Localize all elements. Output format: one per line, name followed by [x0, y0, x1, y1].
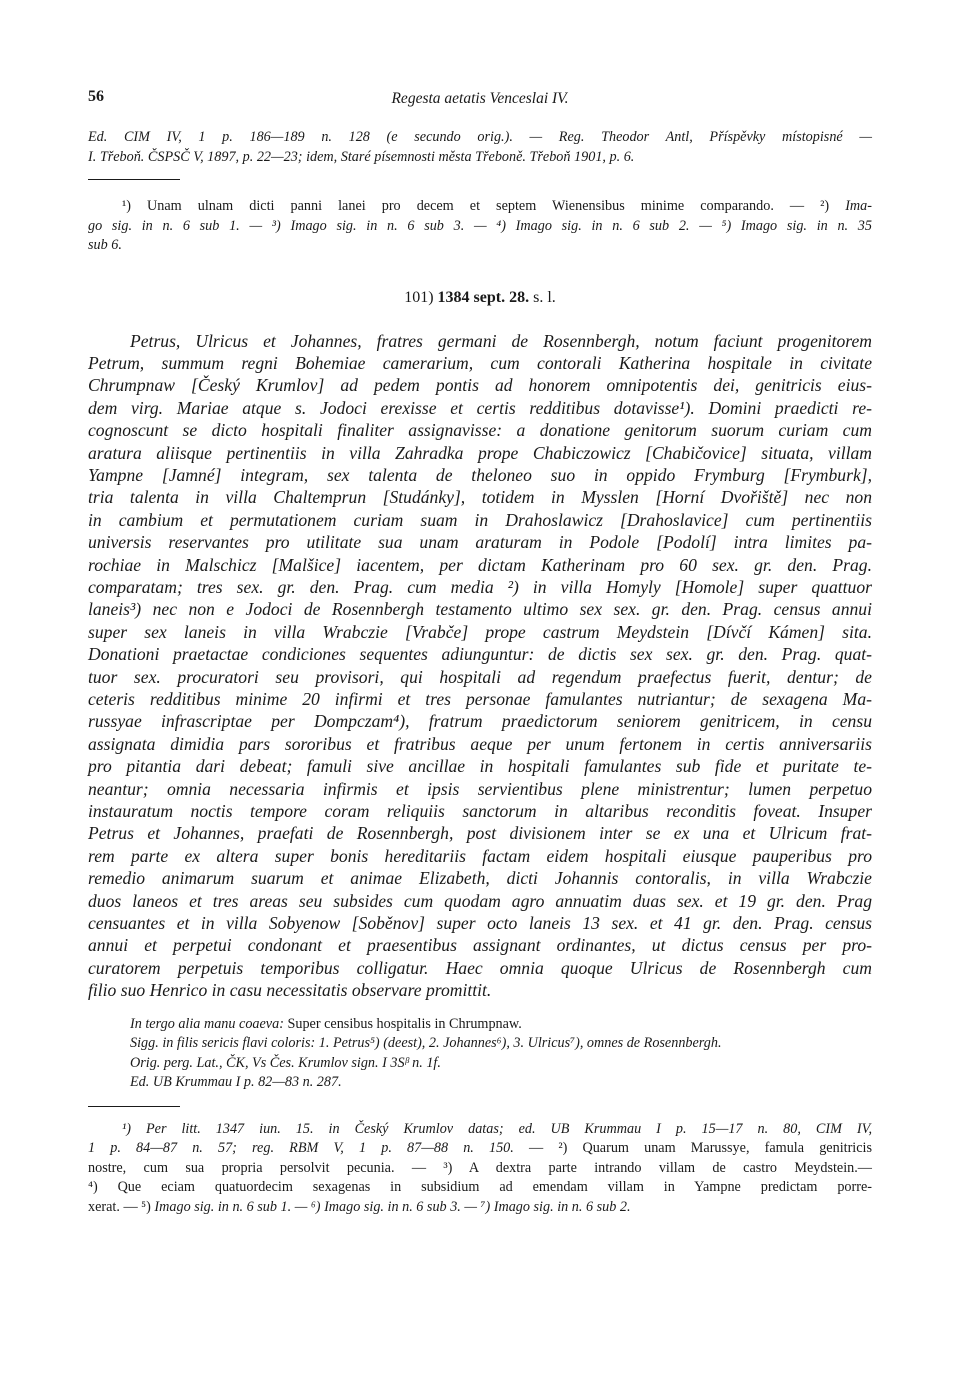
- footnote-line: [88, 197, 872, 217]
- footnote-line: nostre, cum sua propria persolvit pecunia. — ³) A dextra parte intrando villam de castro Meydstein.—: [88, 1159, 872, 1176]
- text-line: rem parte ex altera super bonis hereditariis factam eidem hospitali eiusque pauperibus pro: [88, 845, 872, 866]
- text-line: tuor sex. procuratori seu provisori, qui hospitali ad regendum praefectus fuerit, dentur; de: [88, 666, 872, 687]
- text-line: comparatam; tres sex. gr. den. Prag. cum media ²) in villa Homyly [Homole] super quattuor: [88, 576, 872, 597]
- footnote-divider: [88, 179, 180, 180]
- footnote-divider: [88, 1106, 180, 1107]
- text-line: laneis³) nec non e Jodoci de Rosennbergh testamento ultimo sex sex. gr. den. Prag. census annui: [88, 599, 872, 620]
- footnote-text: xerat. — ⁵): [88, 1198, 155, 1215]
- footnote-line: [88, 1139, 872, 1159]
- text-line: Petrus et Johannes, praefati de Rosennbergh, post divisionem inter se ex una et Ulricum frat-: [88, 823, 872, 844]
- seals-note: Sigg. in filis sericis flavi coloris: 1. Petrus⁵) (deest), 2. Johannes⁶), 3. Ulricus⁷), omnes de Rosennbergh.: [130, 1035, 722, 1052]
- text-line: rochiae in Malschicz [Malšice] iacentem, per dictam Katherinam pro 60 sex. gr. den. Prag.: [88, 554, 872, 575]
- entry-notes: [88, 1015, 872, 1093]
- footnote-text: Ima-: [829, 198, 872, 214]
- text-line: assignata dimidia pars sororibus et fratribus aeque per unum fertonem in certis anniversariis: [88, 733, 872, 754]
- footnote-text: 1 p. 84—87 n. 57; reg. RBM V, 1 p. 87—88 n. 150.: [88, 1140, 514, 1157]
- text-line: remedio animarum suarum et animae Elizabeth, dicti Johannis contoralis, in villa Wrabczie: [88, 868, 872, 889]
- text-line: annui et perpetui condonant et praesentibus assignant ordinantes, ut dictus census per pro-: [88, 935, 872, 956]
- entry-date: 1384 sept. 28.: [437, 288, 530, 306]
- text-line: in cambium et permutationem curiam suam in Drahoslawicz [Drahoslavice] cum pertinentiis: [88, 509, 872, 530]
- text-line: aratura aliisque pertinentiis in villa Zahradka prope Chabiczowicz [Chabičovice] situata, villam: [88, 442, 872, 463]
- page-header: [88, 88, 872, 112]
- page-number: 56: [88, 88, 104, 105]
- footnote-text: Imago sig. in n. 6 sub 1. — ⁶) Imago sig. in n. 6 sub 3. — ⁷) Imago sig. in n. 6 sub 2.: [154, 1198, 631, 1215]
- preceding-footnotes: [88, 197, 872, 256]
- text-line: cognoscunt se dicto hospitali finaliter assignavisse: a donatione genitorum suorum curiam cum: [88, 420, 872, 441]
- document-page: [88, 88, 872, 1217]
- running-title: Regesta aetatis Venceslai IV.: [391, 90, 569, 107]
- footnote-line: ⁴) Que eciam quatuordecim sexagenas in subsidium ad emendam villam in Yampne predictam porre-: [88, 1179, 872, 1196]
- footnote-line: go sig. in n. 6 sub 1. — ³) Imago sig. in n. 6 sub 3. — ⁴) Imago sig. in n. 6 sub 2. — ⁵) Imago sig. in n. 35: [88, 217, 872, 234]
- entry-heading: [88, 289, 872, 307]
- dorsal-label: In tergo alia manu coaeva:: [130, 1015, 284, 1032]
- text-line: duos laneos et tres areas seu subsides cum quodam agro annuatim duas sex. et 19 gr. den. Prag: [88, 890, 872, 911]
- edition-note: Ed. UB Krummau I p. 82—83 n. 287.: [130, 1074, 342, 1091]
- text-line: neantur; omnia necessaria infirmis et ipsis servientibus plene ministrentur; lumen perpetuo: [88, 778, 872, 799]
- footnote-text: — ²) Quarum unam Marussye, famula genitricis: [513, 1140, 872, 1157]
- dorsal-text: Super censibus hospitalis in Chrumpnaw.: [283, 1015, 522, 1032]
- text-line: Petrum, summum regni Bohemiae camerarium, cum contorali Katherina hospitale in civitate: [88, 352, 872, 373]
- edition-line: I. Třeboň. ČSPSČ V, 1897, p. 22—23; idem, Staré písemnosti města Třeboně. Třeboň 1901, p. 6.: [88, 148, 635, 165]
- entry-footnotes: [88, 1120, 872, 1218]
- regest-text: [88, 330, 872, 1002]
- text-line: censuantes et in villa Sobyenow [Soběnov] super octo laneis 13 sex. et 41 gr. den. Prag. census: [88, 913, 872, 934]
- text-line: tria talenta in villa Chaltemprun [Studánky], totidem in Mysslen [Horní Dvořiště] nec non: [88, 487, 872, 508]
- text-line: Chrumpnaw [Český Krumlov] ad pedem pontis ad honorem omnipotentis dei, genitricis eius-: [88, 375, 872, 396]
- text-line: super sex laneis in villa Wrabczie [Vrabče] prope castrum Meydstein [Dívčí Kámen] sita.: [88, 621, 872, 642]
- text-line: russyae infrascriptae per Dompczam⁴), fratrum praedictorum seniorem genitricem, in censu: [88, 711, 872, 732]
- dorsal-note: [130, 1015, 872, 1035]
- entry-place: s. l.: [533, 288, 556, 306]
- text-line: universis reservantes pro utilitate sua unam araturam in Podole [Podolí] intra limites pa-: [88, 532, 872, 553]
- text-line: ceteris redditibus minime 20 infirmi et tres personae famulantes nutriantur; de sexagena Ma-: [88, 689, 872, 709]
- text-line: instauratum noctis tempore coram reliquiis sanctorum in altaribus reconditis foveat. Insuper: [88, 801, 872, 822]
- entry-number: 101): [404, 288, 434, 306]
- text-line: Petrus, Ulricus et Johannes, fratres germani de Rosennbergh, notum faciunt progenitorem: [130, 330, 872, 351]
- preceding-edition: [88, 128, 872, 167]
- text-line: curatorem perpetuis temporibus colligatur. Haec omnia quoque Ulricus de Rosennbergh cum: [88, 957, 872, 978]
- text-line: dem virg. Mariae atque s. Jodoci erexisse et certis redditibus dotavisse¹). Domini praedicti re-: [88, 397, 872, 418]
- text-line: Yampne [Jamné] integram, sex talenta de theloneo suo in oppido Frymburg [Frymburk],: [88, 464, 872, 485]
- footnote-line: [88, 1198, 872, 1218]
- text-line: Donationi praetactae condiciones sequentes adiunguntur: de dictis sex sex. gr. den. Prag. quat-: [88, 644, 872, 665]
- text-line: filio suo Henrico in casu necessitatis observare promittit.: [88, 980, 492, 1001]
- footnote-line: sub 6.: [88, 237, 122, 253]
- original-note: Orig. perg. Lat., ČK, Vs Čes. Krumlov sign. I 3Sᵝ n. 1f.: [130, 1054, 441, 1071]
- footnote-text: ¹) Unam ulnam dicti panni lanei pro decem et septem Wienensibus minime comparando. — ²): [122, 198, 830, 214]
- footnote-line: ¹) Per litt. 1347 iun. 15. in Český Krumlov datas; ed. UB Krummau I p. 15—17 n. 80, CIM IV,: [122, 1120, 872, 1137]
- edition-line: Ed. CIM IV, 1 p. 186—189 n. 128 (e secundo orig.). — Reg. Theodor Antl, Příspěvky místopisné —: [88, 129, 872, 145]
- text-line: pro pitantia dari debeat; famuli sive ancillae in hospitali famulantes sub fide et puritate te-: [88, 756, 872, 777]
